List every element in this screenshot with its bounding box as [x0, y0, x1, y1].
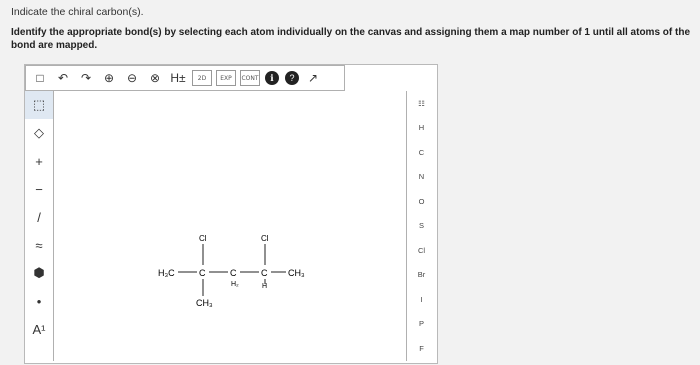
zoom-out-icon[interactable]: ⊖ — [126, 71, 138, 85]
atom-c1[interactable]: C — [199, 268, 206, 278]
hydrogen-toggle-icon[interactable]: H± — [170, 71, 186, 85]
element-cl-button[interactable]: Cl — [417, 245, 426, 255]
atom-ch3-right[interactable]: CH₃ — [288, 268, 305, 278]
element-f-button[interactable]: F — [419, 343, 424, 353]
fullscreen-icon[interactable]: ↗ — [307, 71, 319, 85]
atom-cl-top1[interactable]: Cl — [199, 234, 207, 243]
positive-charge-icon[interactable]: + — [35, 153, 43, 169]
contract-icon[interactable]: CONT — [240, 70, 260, 86]
element-h-button[interactable]: H — [418, 123, 425, 133]
redo-icon[interactable]: ↷ — [80, 71, 92, 85]
eraser-icon[interactable]: ◇ — [34, 125, 44, 140]
single-bond-icon[interactable]: / — [37, 209, 41, 225]
zoom-in-icon[interactable]: ⊕ — [103, 71, 115, 85]
molecule-structure — [54, 92, 405, 360]
element-c-button[interactable]: C — [418, 147, 425, 157]
question-instruction: Identify the appropriate bond(s) by selecting each atom individually on the canvas and assigning them a map number of 1 until all atoms of the bond are mapped. — [11, 27, 690, 51]
chemical-editor — [24, 64, 438, 364]
element-i-button[interactable]: I — [420, 294, 423, 304]
element-br-button[interactable]: Br — [417, 270, 426, 280]
undo-icon[interactable]: ↶ — [57, 71, 69, 85]
negative-charge-icon[interactable]: − — [35, 181, 43, 197]
element-s-button[interactable]: S — [418, 221, 424, 231]
help-icon[interactable]: ? — [285, 71, 299, 85]
explicit-hydrogens-icon[interactable]: EXP — [216, 70, 236, 86]
atom-c2[interactable]: C — [230, 268, 237, 278]
atom-c3[interactable]: C — [261, 268, 268, 278]
element-p-button[interactable]: P — [418, 319, 424, 329]
chain-icon[interactable]: ≈ — [35, 237, 43, 253]
element-o-button[interactable]: O — [418, 196, 425, 206]
clear-icon[interactable]: ⊗ — [149, 71, 161, 85]
atom-h: H — [262, 283, 268, 290]
drawing-canvas[interactable] — [54, 92, 405, 360]
element-toolbar — [406, 91, 436, 361]
atom-h2: H₂ — [231, 281, 239, 288]
template-icon[interactable]: ⬢ — [33, 265, 45, 280]
left-toolbar — [25, 91, 54, 361]
2d-clean-icon[interactable]: 2D — [192, 70, 212, 86]
atom-cl-top2[interactable]: Cl — [261, 234, 269, 243]
radical-icon[interactable]: • — [36, 293, 42, 309]
editor-toolbar — [25, 65, 345, 91]
periodic-table-icon[interactable]: ☷ — [418, 98, 425, 108]
atom-map-icon[interactable]: A¹ — [32, 321, 46, 337]
atom-ch3-bottom[interactable]: CH₃ — [196, 298, 213, 308]
new-document-icon[interactable]: □ — [36, 71, 44, 85]
element-n-button[interactable]: N — [418, 172, 425, 182]
atom-h3c-left[interactable]: H₃C — [158, 268, 175, 278]
select-lasso-icon[interactable]: ⬚ — [25, 91, 53, 119]
info-icon[interactable]: ℹ — [265, 71, 279, 85]
question-prompt: Indicate the chiral carbon(s). — [11, 6, 144, 18]
